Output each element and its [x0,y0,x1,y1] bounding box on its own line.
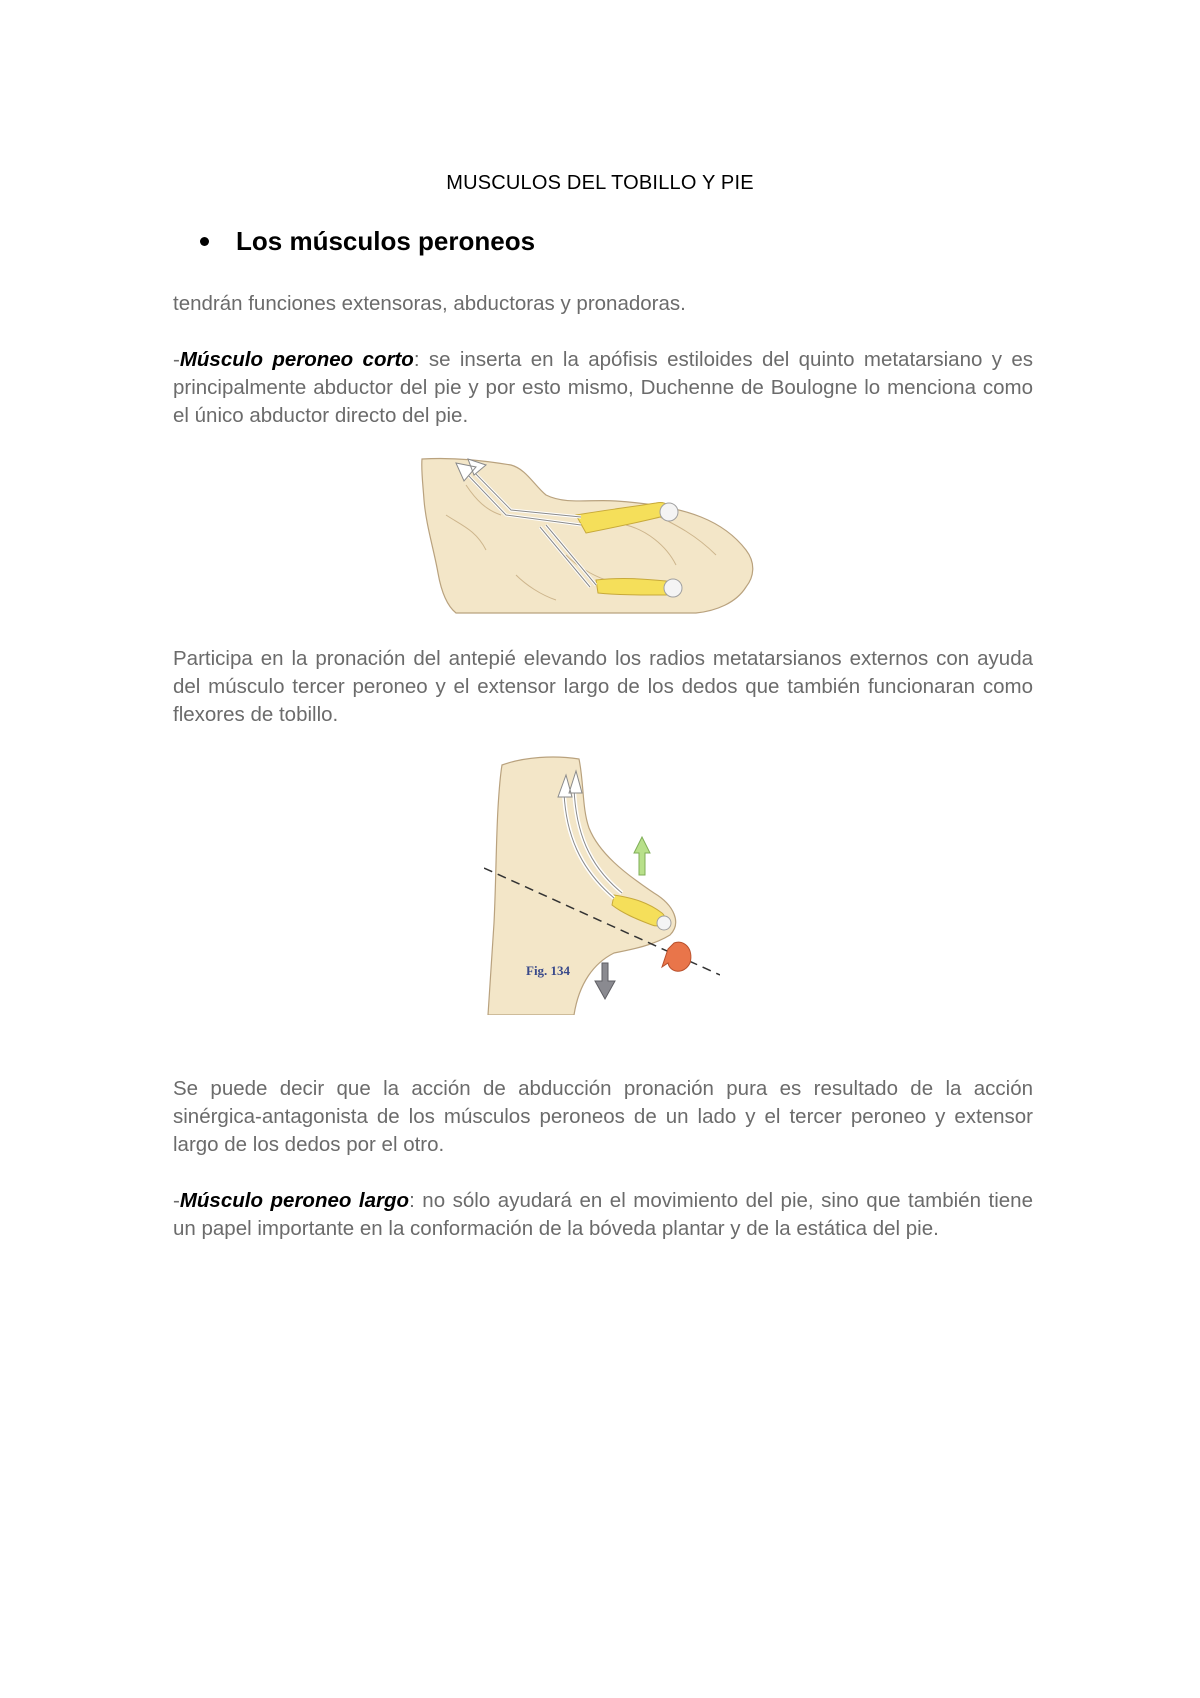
sinergia-paragraph: Se puede decir que la acción de abducción pronación pura es resultado de la acción sinérgica-antagonista de los músculos peroneos de un lado y el tercer peroneo y extensor largo de los dedos por el otro. [173,1077,1033,1156]
figure-label: Fig. 134 [526,963,571,978]
peroneo-largo-paragraph [173,1187,1033,1243]
figure-foot-lateral [416,455,768,615]
joint-upper [660,503,678,521]
intro-paragraph: tendrán funciones extensoras, abductoras y pronadoras. [173,292,686,315]
joint-lower [664,579,682,597]
pronacion-paragraph: Participa en la pronación del antepié elevando los radios metatarsianos externos con ayuda del músculo tercer peroneo y el extensor largo de los dedos que también funcionaran como flexores de tobillo. [173,647,1033,726]
section-heading-text: Los músculos peroneos [236,226,536,256]
ankle-joint [657,916,671,930]
corto-prefix: - [173,348,180,371]
page-title: MUSCULOS DEL TOBILLO Y PIE [446,172,754,194]
largo-prefix: - [173,1189,180,1212]
figure-ankle-front [484,753,720,1015]
largo-text: : no sólo ayudará en el movimiento del pie, sino que también tiene un papel importante en la conformación de la bóveda plantar y de la estática del pie. [173,1189,1033,1240]
largo-term: Músculo peroneo largo [179,1189,410,1212]
peroneo-corto-paragraph [173,346,1033,430]
section-heading [200,226,535,257]
muscle-lower [596,578,675,595]
corto-text: : se inserta en la apófisis estiloides del quinto metatarsiano y es principalmente abductor del pie y por esto mismo, Duchenne de Boulogne lo menciona como el único abductor directo del pie. [173,348,1033,427]
corto-term: Músculo peroneo corto [179,348,414,371]
bullet-icon [200,237,209,246]
